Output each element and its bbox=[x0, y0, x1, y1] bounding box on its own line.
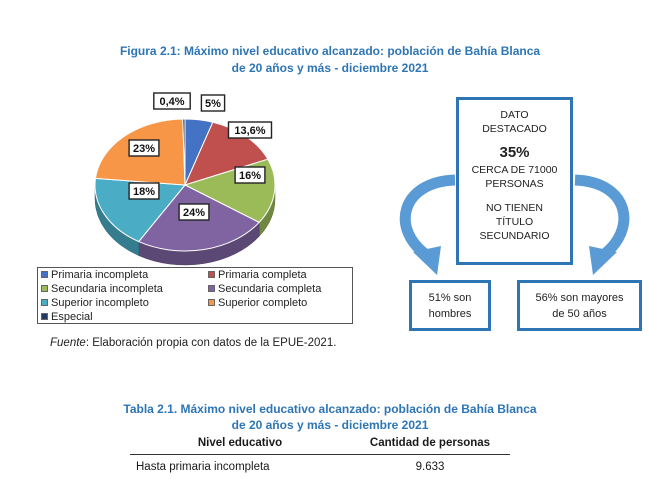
over-50-line2: de 50 años bbox=[552, 307, 607, 320]
legend-item bbox=[41, 283, 163, 296]
men-share-box bbox=[409, 280, 491, 331]
pie-data-label bbox=[229, 122, 272, 138]
table-row bbox=[130, 455, 510, 479]
legend-swatch bbox=[208, 271, 215, 278]
table-header-level: Nivel educativo bbox=[197, 437, 283, 449]
pie-data-label-text: 0,4% bbox=[159, 96, 185, 108]
highlight-line6: TÍTULO bbox=[495, 216, 534, 228]
pie-data-label bbox=[129, 140, 159, 156]
legend-item bbox=[208, 283, 321, 296]
men-share-line2: hombres bbox=[428, 307, 472, 320]
highlight-value: 35% bbox=[499, 144, 530, 161]
education-table bbox=[130, 432, 510, 479]
table-cell-count: 9.633 bbox=[415, 461, 445, 473]
legend-item bbox=[41, 297, 149, 310]
legend-label: Especial bbox=[51, 311, 93, 323]
pie-data-label bbox=[179, 204, 209, 220]
chart-legend bbox=[37, 267, 353, 324]
pie-data-label-text: 5% bbox=[205, 98, 221, 110]
legend-swatch bbox=[41, 299, 48, 306]
source-label: Fuente bbox=[50, 337, 86, 349]
legend-swatch bbox=[41, 313, 48, 320]
figure-title-line1: Figura 2.1: Máximo nivel educativo alcanzado: población de Bahía Blanca bbox=[119, 44, 541, 58]
table-title-line2: de 20 años y más - diciembre 2021 bbox=[231, 418, 429, 432]
pie-data-label-text: 23% bbox=[132, 143, 156, 155]
source-note bbox=[50, 337, 336, 349]
table-title-line1: Tabla 2.1. Máximo nivel educativo alcanzado: población de Bahía Blanca bbox=[123, 402, 537, 416]
table-cell-level: Hasta primaria incompleta bbox=[136, 461, 270, 473]
pie-data-label-text: 13,6% bbox=[234, 125, 266, 137]
legend-swatch bbox=[41, 271, 48, 278]
legend-item bbox=[41, 311, 93, 324]
legend-label: Superior incompleto bbox=[51, 297, 149, 309]
legend-label: Superior completo bbox=[218, 297, 308, 309]
legend-label: Secundaria incompleta bbox=[51, 283, 163, 295]
highlight-line1: DATO bbox=[500, 109, 529, 121]
legend-item bbox=[208, 269, 307, 282]
pie-data-label-text: 16% bbox=[238, 170, 262, 182]
legend-item bbox=[41, 269, 148, 282]
figure-title-line2: de 20 años y más - diciembre 2021 bbox=[231, 61, 429, 75]
legend-label: Primaria completa bbox=[218, 269, 307, 281]
table-header-count: Cantidad de personas bbox=[369, 437, 491, 449]
legend-label: Primaria incompleta bbox=[51, 269, 149, 281]
legend-swatch bbox=[41, 285, 48, 292]
legend-label: Secundaria completa bbox=[218, 283, 322, 295]
source-text: : Elaboración propia con datos de la EPUE-2021. bbox=[85, 337, 337, 349]
pie-data-label-text: 18% bbox=[132, 186, 156, 198]
pie-data-label bbox=[235, 167, 265, 183]
highlight-line3: CERCA DE 71000 bbox=[471, 164, 558, 176]
pie-data-label-text: 24% bbox=[182, 207, 206, 219]
highlight-line7: SECUNDARIO bbox=[479, 230, 550, 242]
legend-item bbox=[208, 297, 307, 310]
pie-data-label bbox=[154, 93, 190, 109]
legend-swatch bbox=[208, 299, 215, 306]
legend-swatch bbox=[208, 285, 215, 292]
pie-data-label bbox=[201, 95, 224, 111]
highlight-line5: NO TIENEN bbox=[486, 202, 543, 214]
highlight-box bbox=[456, 97, 573, 265]
highlight-line4: PERSONAS bbox=[485, 178, 544, 190]
pie-data-label bbox=[129, 183, 159, 199]
highlight-line2: DESTACADO bbox=[482, 123, 547, 135]
men-share-line1: 51% son bbox=[428, 291, 472, 304]
over-50-share-box bbox=[517, 280, 642, 331]
table-header-row bbox=[130, 432, 510, 455]
over-50-line1: 56% son mayores bbox=[535, 291, 624, 304]
table-title bbox=[60, 401, 600, 433]
